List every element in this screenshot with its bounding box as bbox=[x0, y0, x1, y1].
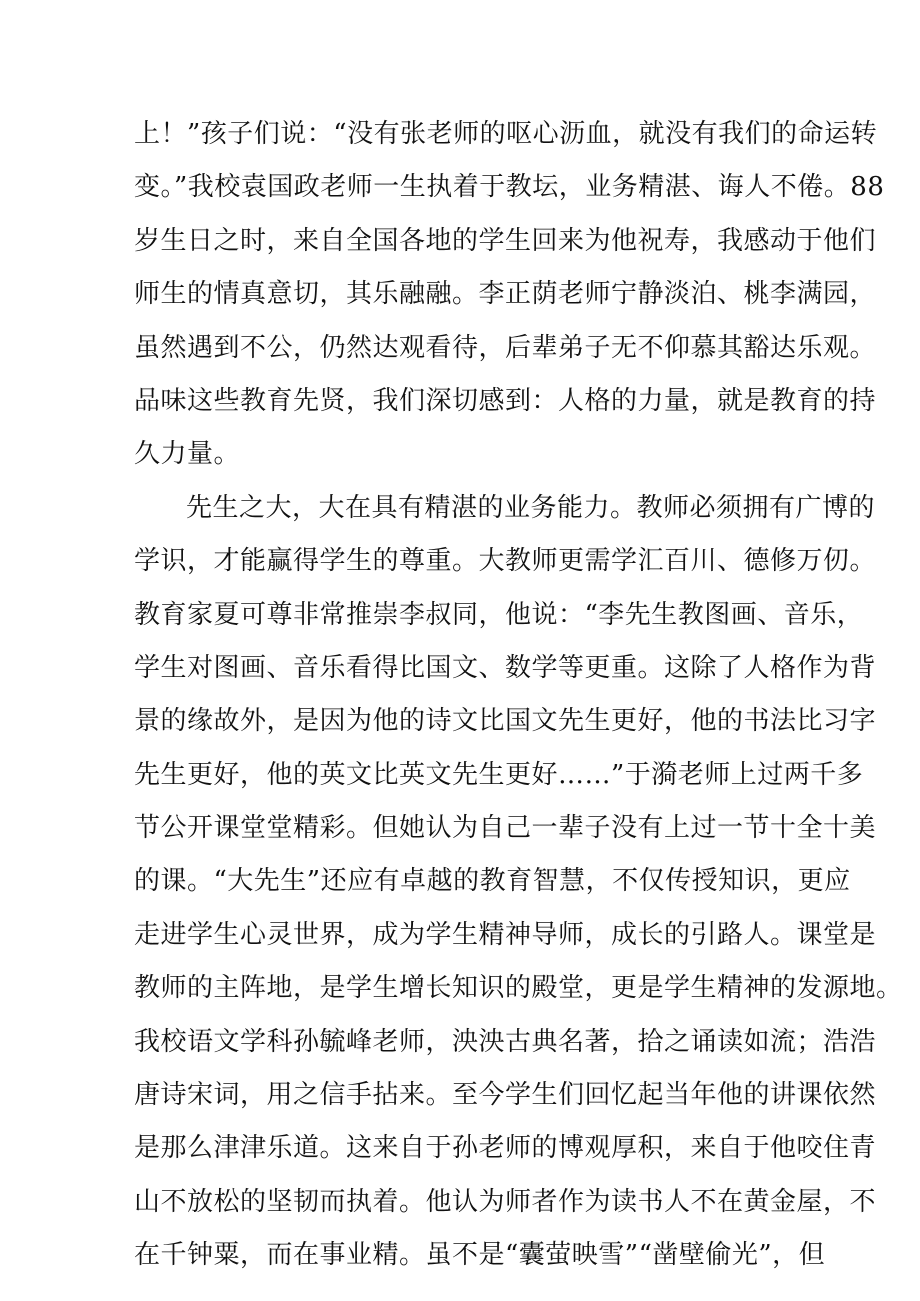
text-line: 学识，才能赢得学生的尊重。大教师更需学汇百川、德修万仞。 bbox=[134, 546, 877, 577]
body-text bbox=[134, 108, 903, 1283]
text-line: 师生的情真意切，其乐融融。李正荫老师宁静淡泊、桃李满园， bbox=[134, 279, 877, 310]
text-line: 山不放松的坚韧而执着。他认为师者作为读书人不在黄金屋，不 bbox=[134, 1186, 877, 1217]
paragraph-first-line: 先生之大，大在具有精湛的业务能力。教师必须拥有广博的 bbox=[186, 492, 876, 523]
text-line: 虽然遇到不公，仍然达观看待，后辈弟子无不仰慕其豁达乐观。 bbox=[134, 332, 877, 363]
text-line: 久力量。 bbox=[134, 439, 241, 470]
text-line: 学生对图画、音乐看得比国文、数学等更重。这除了人格作为背 bbox=[134, 652, 877, 683]
text-line: 在千钟粟，而在事业精。虽不是“囊萤映雪”“凿壁偷光”，但 bbox=[134, 1240, 826, 1271]
text-line: 我校语文学科孙毓峰老师，泱泱古典名著，拾之诵读如流；浩浩 bbox=[134, 1026, 877, 1057]
text-line: 品味这些教育先贤，我们深切感到：人格的力量，就是教育的持 bbox=[134, 385, 877, 416]
text-line: 的课。“大先生”还应有卓越的教育智慧，不仅传授知识，更应 bbox=[134, 866, 851, 897]
text-line: 先生更好，他的英文比英文先生更好……”于漪老师上过两千多 bbox=[134, 759, 864, 790]
text-line: 教育家夏可尊非常推崇李叔同，他说：“李先生教图画、音乐， bbox=[134, 599, 864, 630]
text-line: 教师的主阵地，是学生增长知识的殿堂，更是学生精神的发源地。 bbox=[134, 973, 903, 1004]
text-line: 节公开课堂堂精彩。但她认为自己一辈子没有上过一节十全十美 bbox=[134, 813, 877, 844]
text-line: 唐诗宋词，用之信手拈来。至今学生们回忆起当年他的讲课依然 bbox=[134, 1080, 877, 1111]
text-line: 是那么津津乐道。这来自于孙老师的博观厚积，来自于他咬住青 bbox=[134, 1133, 877, 1164]
text-line: 景的缘故外，是因为他的诗文比国文先生更好，他的书法比习字 bbox=[134, 706, 877, 737]
text-line: 变。”我校袁国政老师一生执着于教坛，业务精湛、诲人不倦。88 bbox=[134, 172, 885, 203]
text-line: 上！”孩子们说：“没有张老师的呕心沥血，就没有我们的命运转 bbox=[134, 119, 878, 149]
text-line: 走进学生心灵世界，成为学生精神导师，成长的引路人。课堂是 bbox=[134, 919, 877, 950]
text-line: 岁生日之时，来自全国各地的学生回来为他祝寿，我感动于他们 bbox=[134, 225, 877, 256]
